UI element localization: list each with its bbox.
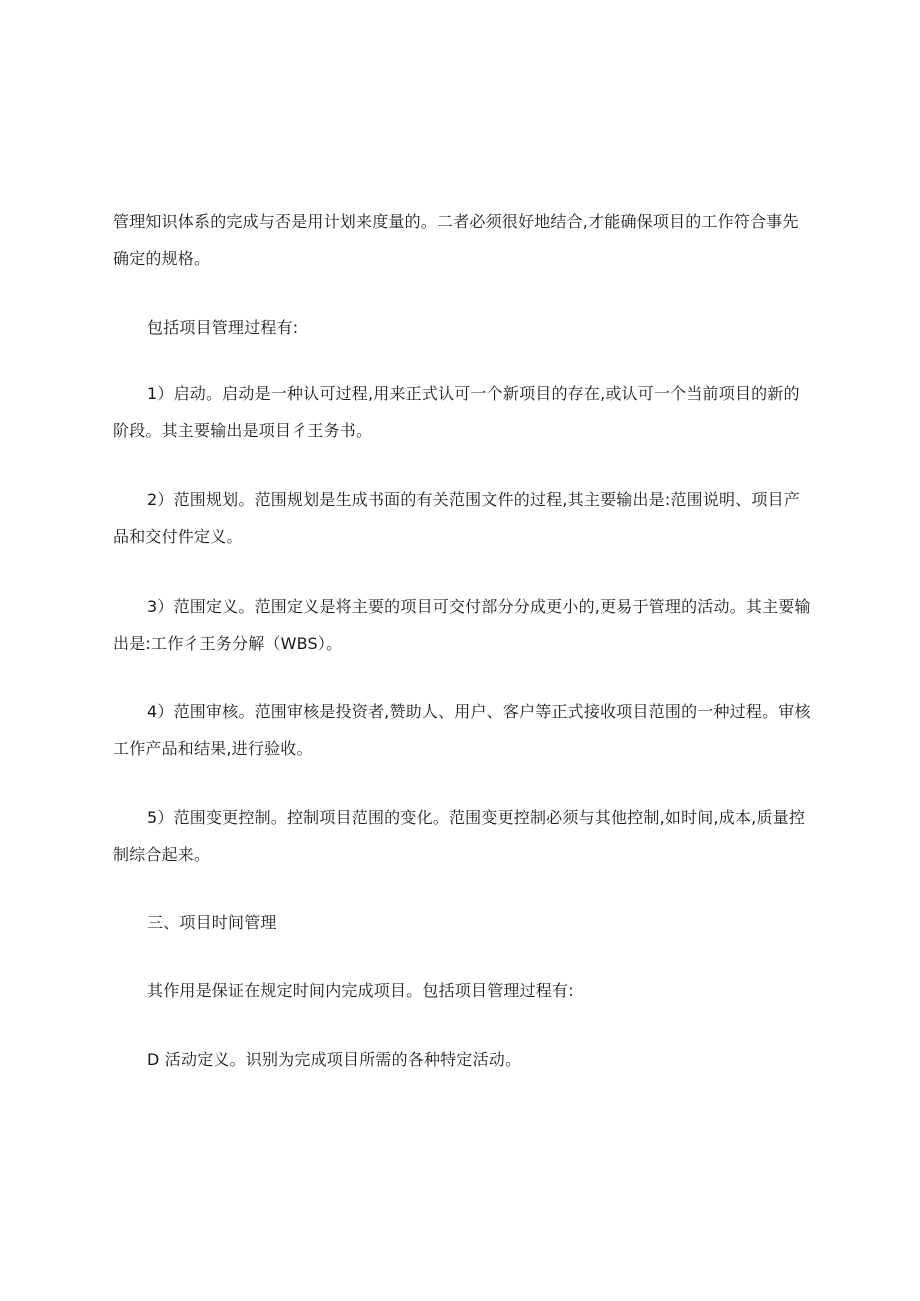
paragraph-intro: 管理知识体系的完成与否是用计划来度量的。二者必须很好地结合,才能确保项目的工作符合事先确定的规格。 (113, 212, 799, 268)
paragraph-item-3-scope-definition: 3）范围定义。范围定义是将主要的项目可交付部分分成更小的,更易于管理的活动。其主要输出是:工作彳王务分解（WBS）。 (113, 597, 811, 653)
paragraph-time-management-purpose: 其作用是保证在规定时间内完成项目。包括项目管理过程有: (147, 981, 574, 1000)
paragraph-activity-definition: D 活动定义。识别为完成项目所需的各种特定活动。 (147, 1050, 522, 1069)
paragraph-item-2-scope-planning: 2）范围规划。范围规划是生成书面的有关范围文件的过程,其主要输出是:范围说明、项目产品和交付件定义。 (113, 490, 801, 546)
paragraph-process-heading: 包括项目管理过程有: (147, 318, 299, 337)
section-heading-time-management: 三、项目时间管理 (147, 913, 277, 932)
paragraph-item-1-initiation: 1）启动。启动是一种认可过程,用来正式认可一个新项目的存在,或认可一个当前项目的新的阶段。其主要输出是项目彳王务书。 (113, 384, 800, 440)
paragraph-item-5-scope-change-control: 5）范围变更控制。控制项目范围的变化。范围变更控制必须与其他控制,如时间,成本,质量控制综合起来。 (113, 808, 806, 864)
paragraph-item-4-scope-verification: 4）范围审核。范围审核是投资者,赞助人、用户、客户等正式接收项目范围的一种过程。审核工作产品和结果,进行验收。 (113, 702, 811, 758)
